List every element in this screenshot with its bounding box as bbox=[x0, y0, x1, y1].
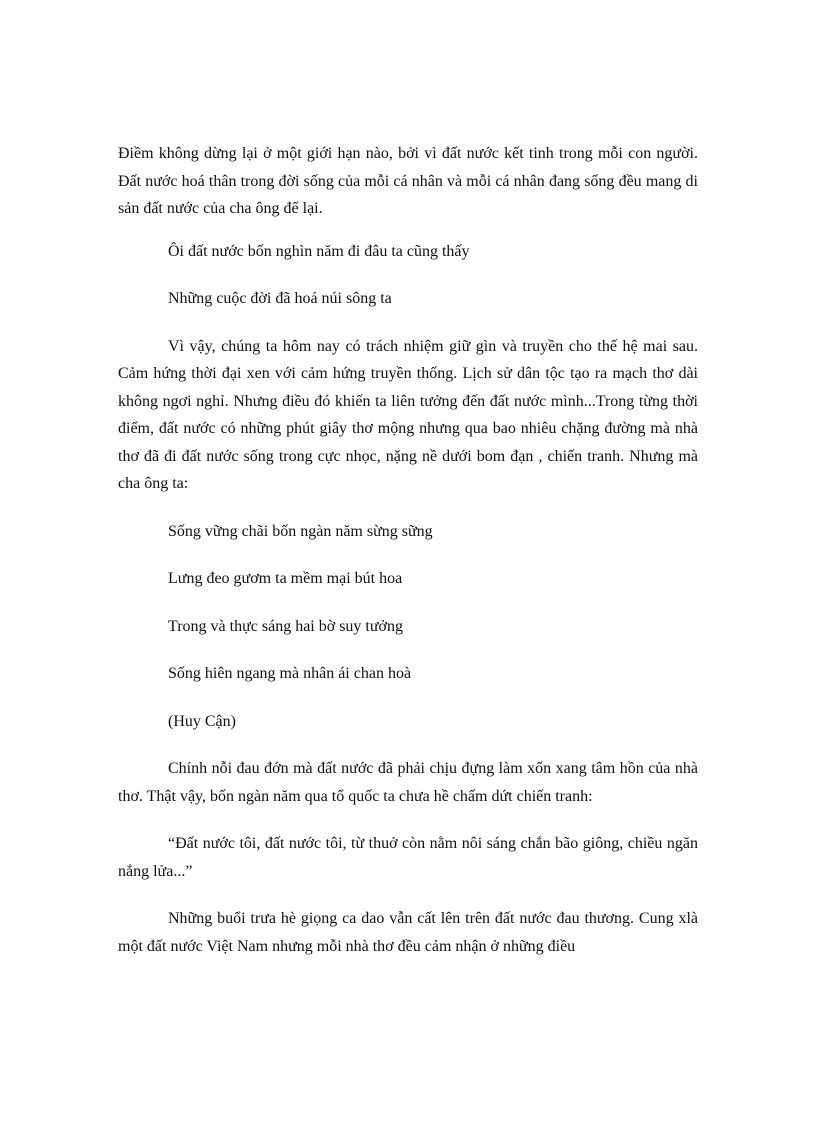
verse-line: Ôi đất nước bốn nghìn năm đi đâu ta cũng thấy bbox=[168, 242, 470, 260]
quotation: “Đất nước tôi, đất nước tôi, từ thuở còn nằm nôi sáng chắn bão giông, chiều ngăn nắng lửa...” bbox=[118, 835, 698, 880]
verse-line: Lưng đeo gươm ta mềm mại bút hoa bbox=[168, 570, 403, 587]
verse-line: Trong và thực sáng hai bờ suy tưởng bbox=[168, 617, 403, 635]
paragraph-folk-songs: Những buổi trưa hè giọng ca dao vẫn cất lên trên đất nước đau thương. Cung xlà một đất nước Việt Nam nhưng mỗi nhà thơ đều cảm nhận ở những điều bbox=[118, 910, 698, 955]
verse-line: Sống vững chãi bốn ngàn năm sừng sững bbox=[168, 522, 433, 540]
verse-line: Sống hiên ngang mà nhân ái chan hoà bbox=[168, 665, 412, 682]
verse-line: Những cuộc đời đã hoá núi sông ta bbox=[168, 290, 392, 307]
poem-attribution: (Huy Cận) bbox=[168, 712, 236, 730]
paragraph-responsibility: Vì vậy, chúng ta hôm nay có trách nhiệm giữ gìn và truyền cho thế hệ mai sau. Cảm hứng thời đại xen với cảm hứng truyền thống. Lịch sử dân tộc tạo ra mạch thơ dài không ngơi nghỉ. Nhưng điều đó khiến ta liên tưởng đến đất nước mình...Trong từng thời điểm, đất nước có những phút giây thơ mộng nhưng qua bao nhiêu chặng đường mà nhà thơ đã đi đất nước sống trong cực nhọc, nặng nề dưới bom đạn , chiến tranh. Nhưng mà cha ông ta: bbox=[118, 337, 698, 492]
paragraph-suffering: Chính nỗi đau đớn mà đất nước đã phải chịu đựng làm xốn xang tâm hồn của nhà thơ. Thật vậy, bốn ngàn năm qua tổ quốc ta chưa hề chấm dứt chiến tranh: bbox=[118, 760, 698, 805]
document-body bbox=[118, 140, 698, 960]
paragraph-intro: Điềm không dừng lại ở một giới hạn nào, bởi vì đất nước kết tinh trong mỗi con người. Đất nước hoá thân trong đời sống của mỗi cá nhân và mỗi cá nhân đang sống đều mang di sản đất nước của cha ông để lại. bbox=[118, 145, 698, 217]
